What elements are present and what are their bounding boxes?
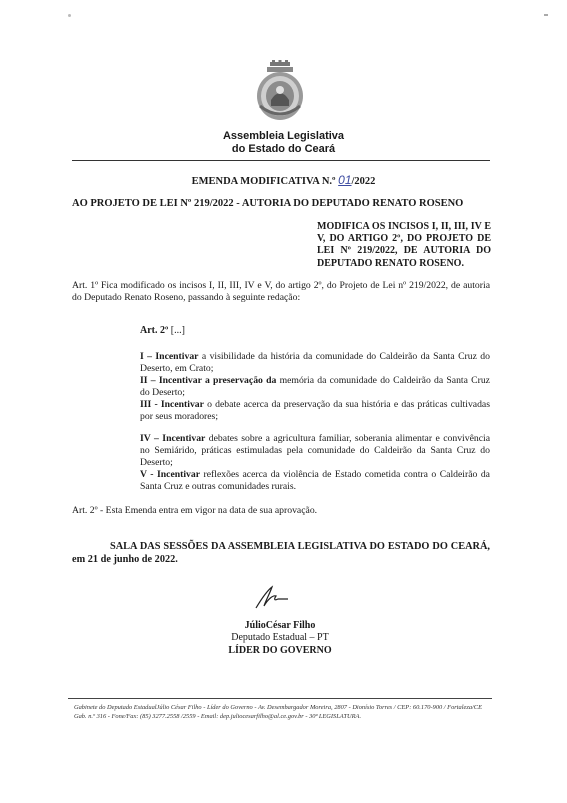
inciso-label: V - Incentivar: [140, 469, 201, 480]
article-2: Art. 2º - Esta Emenda entra em vigor na data de sua aprovação.: [72, 505, 318, 516]
footer-contact: Gabinete do Deputado EstadualJúlio César Filho - Líder do Governo - Av. Desembargador Moreira, 2807 - Dionísio Torres / CEP: 60.170-900 / Fortaleza/CE Gab. n.º 316 - Fone/Fax: (85) 3277.2558 /2559 - Email: dep.juliocesarfilho@al.ce.gov.br - 30ª LEGISLATURA.: [74, 704, 482, 720]
footer-rule: [68, 698, 492, 699]
inciso-label: II – Incentivar a preservação da: [140, 375, 277, 386]
scan-speck: [544, 14, 548, 16]
handwritten-signature: [252, 584, 292, 610]
inciso-text: reflexões acerca da violência de Estado cometida contra o Caldeirão da Santa Cruz e outras comunidades rurais.: [140, 469, 490, 492]
signer-name: JúlioCésar Filho: [244, 620, 316, 631]
inciso-item: [140, 433, 490, 469]
article-2-ellipsis: [...]: [168, 325, 185, 336]
inciso-text: a visibilidade da história da comunidade do Caldeirão da Santa Cruz do Deserto, em Crato;: [140, 351, 490, 374]
document-title: [0, 173, 567, 187]
article-2-quote-header: [140, 325, 185, 336]
signer-role: Deputado Estadual – PT: [231, 632, 329, 643]
session-room-line: SALA DAS SESSÕES DA ASSEMBLEIA LEGISLATIVA DO ESTADO DO CEARÁ, em 21 de junho de 2022.: [72, 541, 490, 565]
inciso-label: III - Incentivar: [140, 399, 204, 410]
signer-position: LÍDER DO GOVERNO: [228, 645, 332, 656]
inciso-text: memória da comunidade do Caldeirão da Santa Cruz do Deserto;: [140, 375, 490, 398]
inciso-item: [140, 351, 490, 375]
org-name-line2: do Estado do Ceará: [231, 143, 336, 155]
document-subtitle: AO PROJETO DE LEI Nº 219/2022 - AUTORIA DO DEPUTADO RENATO ROSENO: [72, 198, 464, 209]
inciso-item: [140, 375, 490, 399]
title-suffix: /2022: [351, 176, 376, 187]
state-coat-of-arms-icon: [254, 60, 306, 122]
inciso-item: [140, 399, 490, 423]
org-name-line1: Assembleia Legislativa: [222, 130, 345, 142]
amendment-number: 01: [338, 173, 352, 187]
scan-speck: [68, 14, 71, 17]
header-rule: [72, 160, 490, 161]
inciso-text: debates sobre a agricultura familiar, soberania alimentar e convivência no Semiárido, práticas estimuladas pela comunidade do Caldeirão da Santa Cruz do Deserto;: [140, 433, 491, 468]
article-1: Art. 1º Fica modificado os incisos I, II, III, IV e V, do artigo 2º, do Projeto de Lei nº 219/2022, de autoria do Deputado Renato Roseno, passando à seguinte redação:: [72, 280, 490, 303]
inciso-label: IV – Incentivar: [140, 433, 206, 444]
title-prefix: EMENDA MODIFICATIVA N.º: [191, 176, 336, 187]
inciso-label: I – Incentivar: [140, 351, 199, 362]
inciso-text: o debate acerca da preservação da sua história e das práticas cultivadas por seus moradores;: [140, 399, 490, 422]
ementa: MODIFICA OS INCISOS I, II, III, IV E V, DO ARTIGO 2º, DO PROJETO DE LEI Nº 219/2022, DE AUTORIA DO DEPUTADO RENATO ROSENO.: [317, 221, 491, 269]
inciso-item: [140, 469, 490, 493]
article-2-label: Art. 2º: [140, 325, 169, 336]
